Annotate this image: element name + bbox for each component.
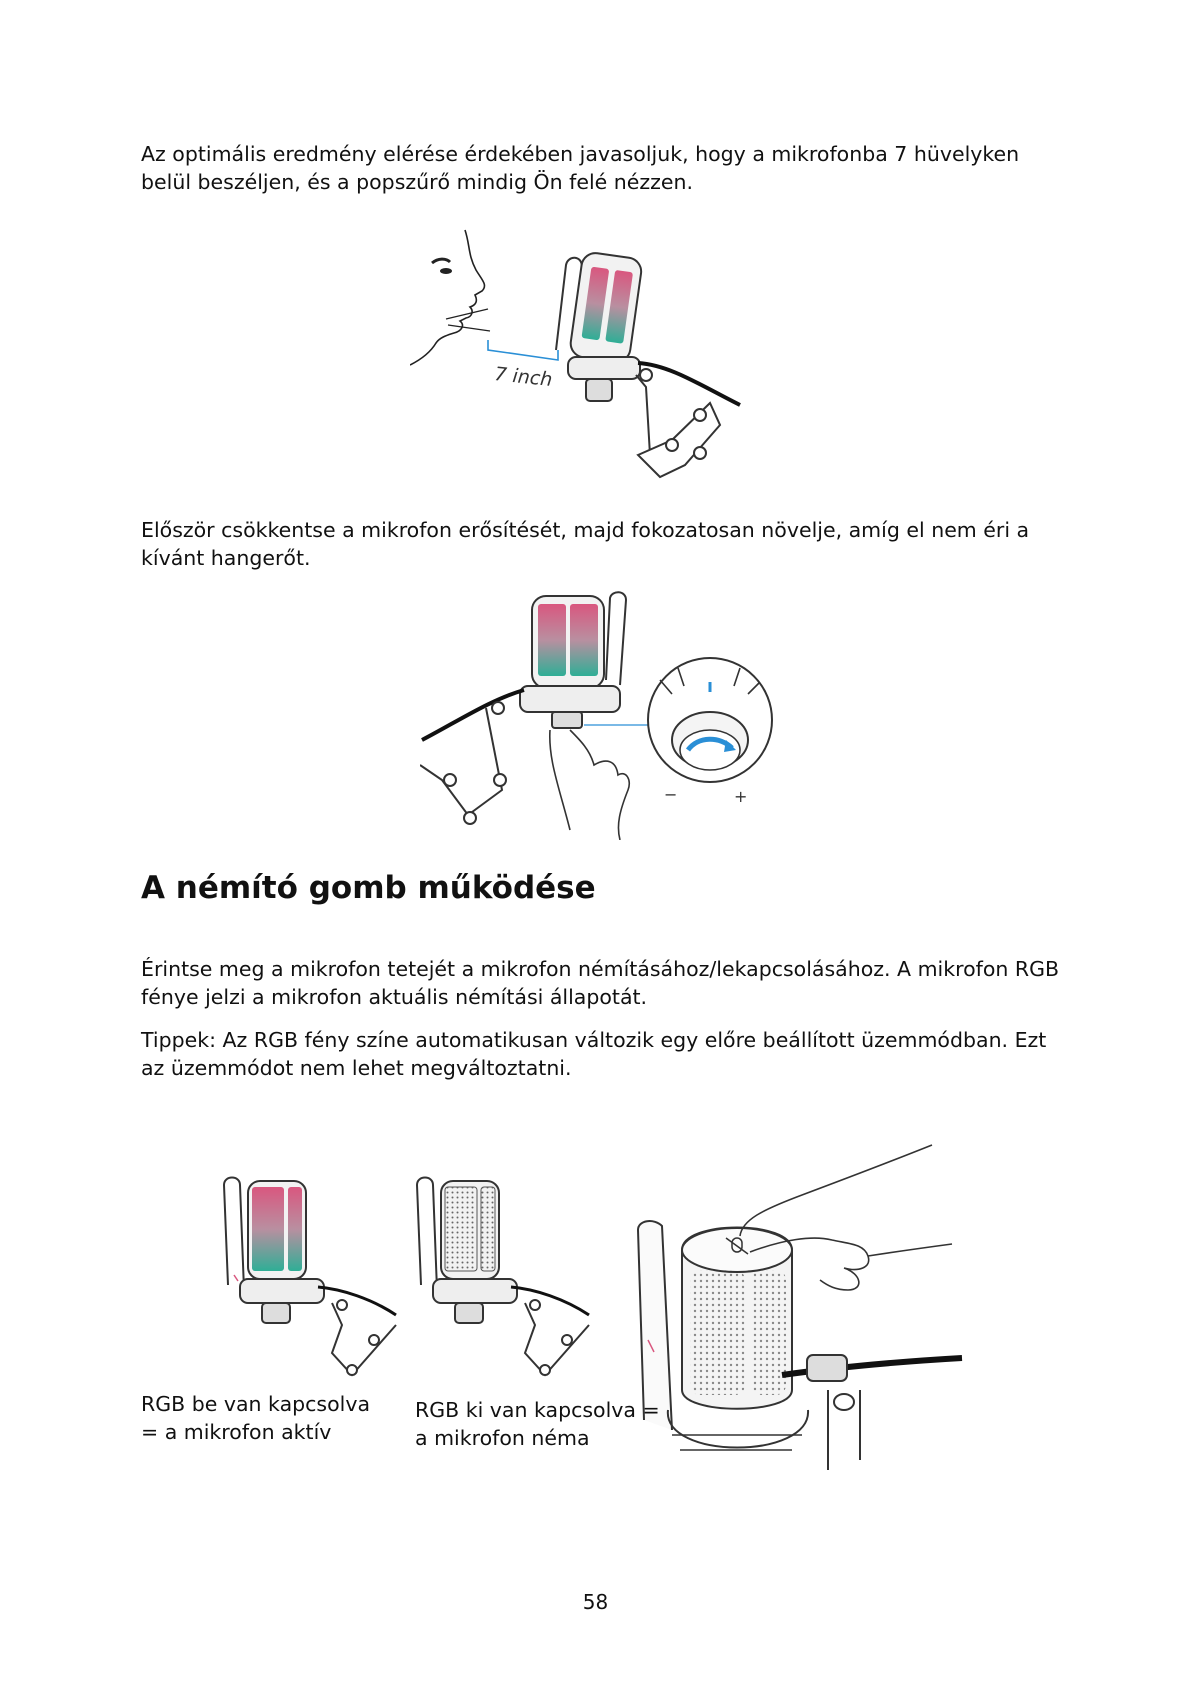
caption-rgb-on-line2: = a mikrofon aktív xyxy=(141,1420,332,1444)
tap-to-mute-illustration xyxy=(632,1140,977,1480)
caption-rgb-on-line1: RGB be van kapcsolva xyxy=(141,1392,371,1416)
paragraph-distance: Az optimális eredmény elérése érdekében javasoljuk, hogy a mikrofonba 7 hüvelyken belül beszéljen, és a popszűrő mindig Ön felé nézzen. xyxy=(141,142,1020,194)
caption-rgb-off-line1: RGB ki van kapcsolva = xyxy=(415,1398,660,1422)
distance-label: 7 inch xyxy=(493,363,554,392)
mic-rgb-on-illustration xyxy=(222,1175,398,1380)
paragraph-gain: Először csökkentse a mikrofon erősítését, majd fokozatosan növelje, amíg el nem éri a kívánt hangerőt. xyxy=(141,518,1030,570)
caption-rgb-on xyxy=(141,1390,370,1446)
mic-rgb-off-illustration xyxy=(415,1175,591,1380)
gain-knob-illustration xyxy=(420,590,780,840)
paragraph-tips: Tippek: Az RGB fény színe automatikusan változik egy előre beállított üzemmódban. Ezt az üzemmódot nem lehet megváltoztatni. xyxy=(141,1028,1047,1080)
section-heading-mute: A némító gomb működése xyxy=(141,870,596,906)
speaking-distance-illustration xyxy=(410,225,755,495)
caption-rgb-off-line2: a mikrofon néma xyxy=(415,1426,590,1450)
minus-sign: − xyxy=(664,785,678,804)
plus-sign: + xyxy=(734,787,748,806)
caption-rgb-off xyxy=(415,1396,660,1452)
page-number: 58 xyxy=(582,1590,609,1614)
paragraph-mute: Érintse meg a mikrofon tetejét a mikrofon némításához/lekapcsolásához. A mikrofon RGB fénye jelzi a mikrofon aktuális némítási állapotát. xyxy=(141,957,1060,1009)
